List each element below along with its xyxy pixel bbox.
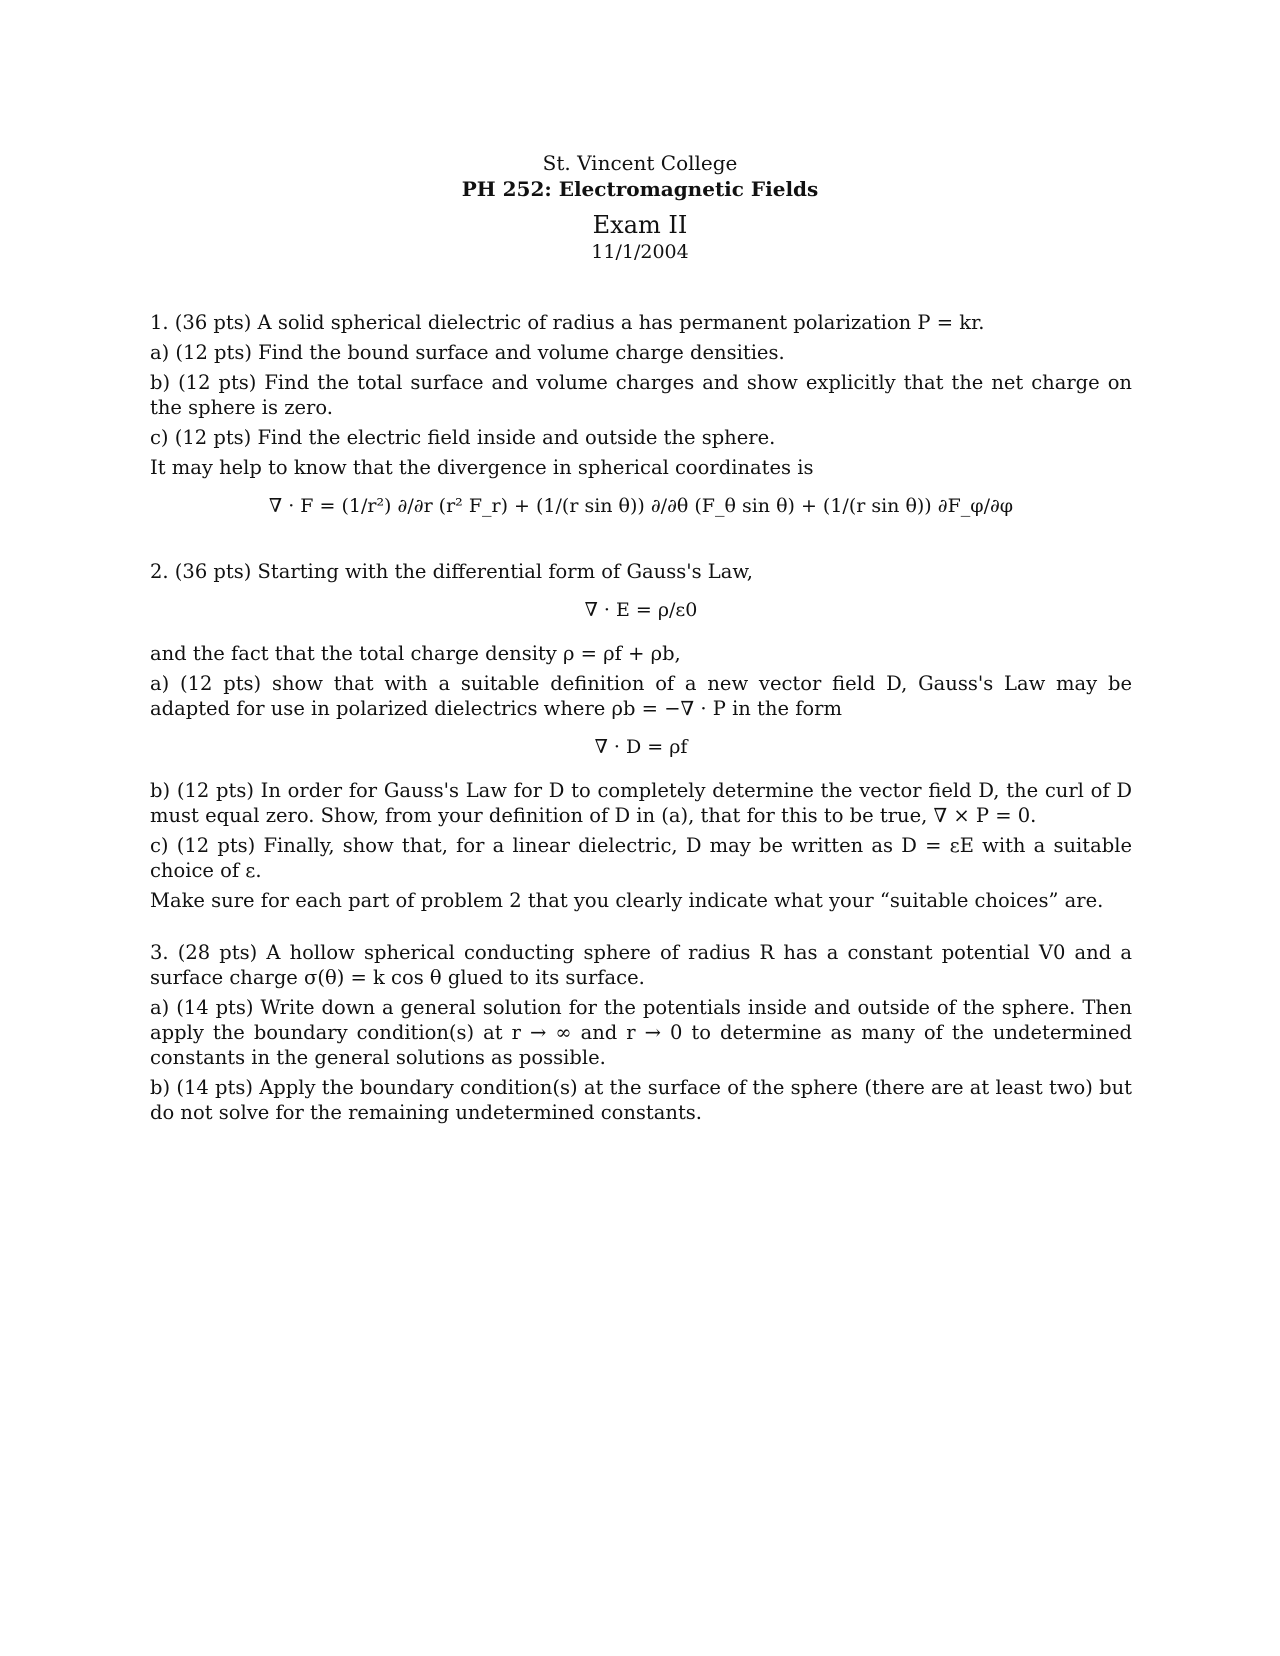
course-title: PH 252: Electromagnetic Fields: [461, 177, 819, 201]
q3-intro: 3. (28 pts) A hollow spherical conducting sphere of radius R has a constant potential V0 and a surface charge σ(θ) = k cos θ glued to its surface.: [150, 941, 1132, 989]
divergence-equation: ∇ · F = (1/r²) ∂/∂r (r² F_r) + (1/(r sin θ)) ∂/∂θ (F_θ sin θ) + (1/(r sin θ)) ∂F_φ/∂φ: [268, 495, 1014, 517]
gauss-law-d-equation: ∇ · D = ρf: [594, 736, 688, 758]
q1-intro: 1. (36 pts) A solid spherical dielectric of radius a has permanent polarization P = kr.: [150, 311, 985, 334]
q3-part-a: a) (14 pts) Write down a general solution for the potentials inside and outside of the sphere. Then apply the boundary condition(s) at r → ∞ and r → 0 to determine as many of the undetermined constants in the general solutions as possible.: [150, 996, 1132, 1069]
q3-part-b: b) (14 pts) Apply the boundary condition(s) at the surface of the sphere (there are at least two) but do not solve for the remaining undetermined constants.: [150, 1076, 1132, 1124]
q1-part-c: c) (12 pts) Find the electric field inside and outside the sphere.: [150, 426, 776, 449]
exam-date: 11/1/2004: [591, 241, 689, 263]
q1-hint: It may help to know that the divergence in spherical coordinates is: [150, 456, 814, 479]
q2-intro: 2. (36 pts) Starting with the differential form of Gauss's Law,: [150, 560, 753, 583]
gauss-law-equation: ∇ · E = ρ/ε0: [584, 599, 698, 621]
q2-part-c: c) (12 pts) Finally, show that, for a linear dielectric, D may be written as D = εE with a suitable choice of ε.: [150, 834, 1132, 882]
q2-part-a: a) (12 pts) show that with a suitable definition of a new vector field D, Gauss's Law may be adapted for use in polarized dielectrics where ρb = −∇ · P in the form: [150, 672, 1132, 720]
q2-part-b: b) (12 pts) In order for Gauss's Law for D to completely determine the vector field D, the curl of D must equal zero. Show, from your definition of D in (a), that for this to be true, ∇ × P = 0.: [150, 779, 1132, 827]
q2-note: Make sure for each part of problem 2 that you clearly indicate what your “suitable choices” are.: [150, 889, 1104, 912]
school-name: St. Vincent College: [542, 151, 738, 175]
exam-body: [150, 310, 1132, 1130]
q1-part-b: b) (12 pts) Find the total surface and volume charges and show explicitly that the net charge on the sphere is zero.: [150, 371, 1132, 419]
q2-fact: and the fact that the total charge density ρ = ρf + ρb,: [150, 642, 681, 665]
exam-title: Exam II: [592, 211, 688, 239]
q1-part-a: a) (12 pts) Find the bound surface and volume charge densities.: [150, 341, 785, 364]
exam-header: [0, 150, 1280, 264]
